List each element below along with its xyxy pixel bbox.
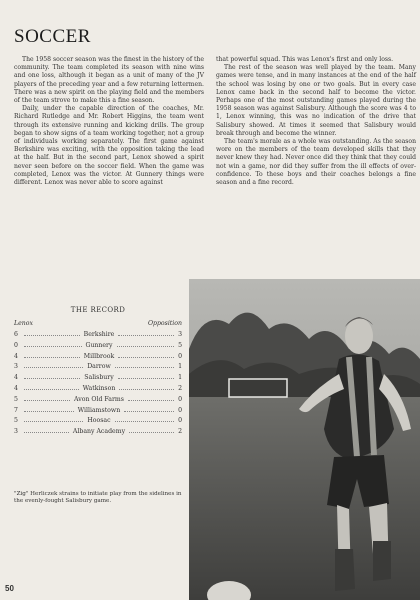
opponent-name: Williamstown [77, 406, 121, 414]
lenox-score: 4 [14, 374, 18, 382]
opponent-score: 1 [178, 374, 182, 382]
lenox-score: 5 [14, 395, 18, 403]
record-row [14, 384, 182, 395]
record-row [14, 427, 182, 438]
paragraph: The team's morale as a whole was outstanding. As the season wore on the members of the team developed skills that they never knew they had. Never once did they think that they could not win a game, nor did they suffer from the ill effects of over-confidence. To these boys and their coaches belongs a fine season and a fine record. [216, 138, 416, 187]
soccer-player-photo [189, 279, 420, 600]
record-row [14, 352, 182, 363]
leader-dots [118, 373, 174, 379]
article-column-right [216, 56, 416, 187]
opponent-score: 0 [178, 395, 182, 403]
leader-dots [118, 352, 174, 358]
record-row [14, 416, 182, 427]
lenox-score: 7 [14, 406, 18, 414]
leader-dots [24, 373, 80, 379]
opponent-score: 0 [178, 352, 182, 360]
record-row [14, 341, 182, 352]
leader-dots [24, 341, 82, 347]
paragraph: The rest of the season was well played by the team. Many games were tense, and in many instances at the end of the half the school was losing by one or two goals. But in every case Lenox came back in the second half to become the victor. Perhaps one of the most outstanding games played during the 1958 season was against Salisbury. Although the score was 4 to 1, Lenox winning, this was no indication of the drive that Salisbury showed. At times it seemed that Salisbury would break through and become the winner. [216, 64, 416, 137]
leader-dots [128, 395, 174, 401]
leader-dots [115, 362, 174, 368]
lenox-score: 5 [14, 417, 18, 425]
article-column-left [14, 56, 204, 187]
paragraph: Daily, under the capable direction of the coaches, Mr. Richard Rutledge and Mr. Robert Higgins, the team went through its extensive running and kicking drills. The group began to show signs of a team working together, not a group of individuals working separately. The first game against Berkshire was exciting, with the opposition taking the lead at the half. But in the second part, Lenox showed a spirit never seen before on the soccer field. When the game was completed, Lenox was the victor. At Gunnery things were different. Lenox was never able to score against [14, 105, 204, 187]
leader-dots [24, 384, 79, 390]
opponent-name: Darrow [87, 363, 111, 371]
record-rows [14, 330, 182, 438]
record-table [14, 306, 182, 438]
photo-caption: "Zig" Herliczek strains to initiate play from the sidelines in the evenly-fought Salisbury game. [14, 491, 182, 505]
record-header-opposition: Opposition [147, 320, 182, 327]
record-row [14, 406, 182, 417]
paragraph: The 1958 soccer season was the finest in the history of the community. The team completed its season with nine wins and one loss, although it began as a unit of many of the JV players of the preceding year and a few returning lettermen. There was a new spirit on the playing field and the members of the team strove to make this a fine season. [14, 56, 204, 105]
lenox-score: 6 [14, 331, 18, 338]
opponent-name: Millbrook [83, 352, 115, 360]
opponent-score: 0 [178, 406, 182, 414]
leader-dots [24, 427, 69, 433]
leader-dots [124, 406, 174, 412]
opponent-score: 1 [178, 363, 182, 371]
opponent-score: 0 [178, 417, 182, 425]
leader-dots [24, 395, 70, 401]
leader-dots [24, 416, 83, 422]
page-number: 50 [5, 584, 14, 593]
record-row [14, 362, 182, 373]
paragraph: that powerful squad. This was Lenox's first and only loss. [216, 56, 394, 63]
opponent-name: Gunnery [85, 341, 113, 349]
record-header-lenox: Lenox [14, 320, 33, 327]
record-header [14, 320, 182, 327]
record-row [14, 330, 182, 341]
record-row [14, 373, 182, 384]
opponent-name: Avon Old Farms [74, 395, 124, 403]
opponent-name: Hoosac [87, 417, 111, 425]
leader-dots [115, 416, 174, 422]
opponent-name: Salisbury [84, 374, 114, 382]
opponent-score: 2 [178, 384, 183, 392]
leader-dots [118, 330, 174, 336]
leader-dots [24, 362, 83, 368]
opponent-score: 3 [178, 331, 182, 338]
opponent-name: Berkshire [83, 331, 115, 338]
record-title: THE RECORD [70, 306, 126, 314]
opponent-name: Albany Academy [72, 428, 126, 436]
lenox-score: 4 [14, 384, 18, 392]
record-row [14, 395, 182, 406]
leader-dots [24, 352, 80, 358]
lenox-score: 3 [14, 363, 18, 371]
page-title: SOCCER [14, 26, 91, 47]
leader-dots [129, 427, 174, 433]
leader-dots [24, 406, 74, 412]
opponent-score: 2 [178, 428, 182, 436]
lenox-score: 3 [14, 428, 18, 436]
lenox-score: 4 [14, 352, 18, 360]
lenox-score: 0 [14, 341, 18, 349]
leader-dots [119, 384, 174, 390]
leader-dots [117, 341, 175, 347]
opponent-score: 5 [178, 341, 183, 349]
opponent-name: Watkinson [82, 384, 116, 392]
leader-dots [24, 330, 80, 336]
